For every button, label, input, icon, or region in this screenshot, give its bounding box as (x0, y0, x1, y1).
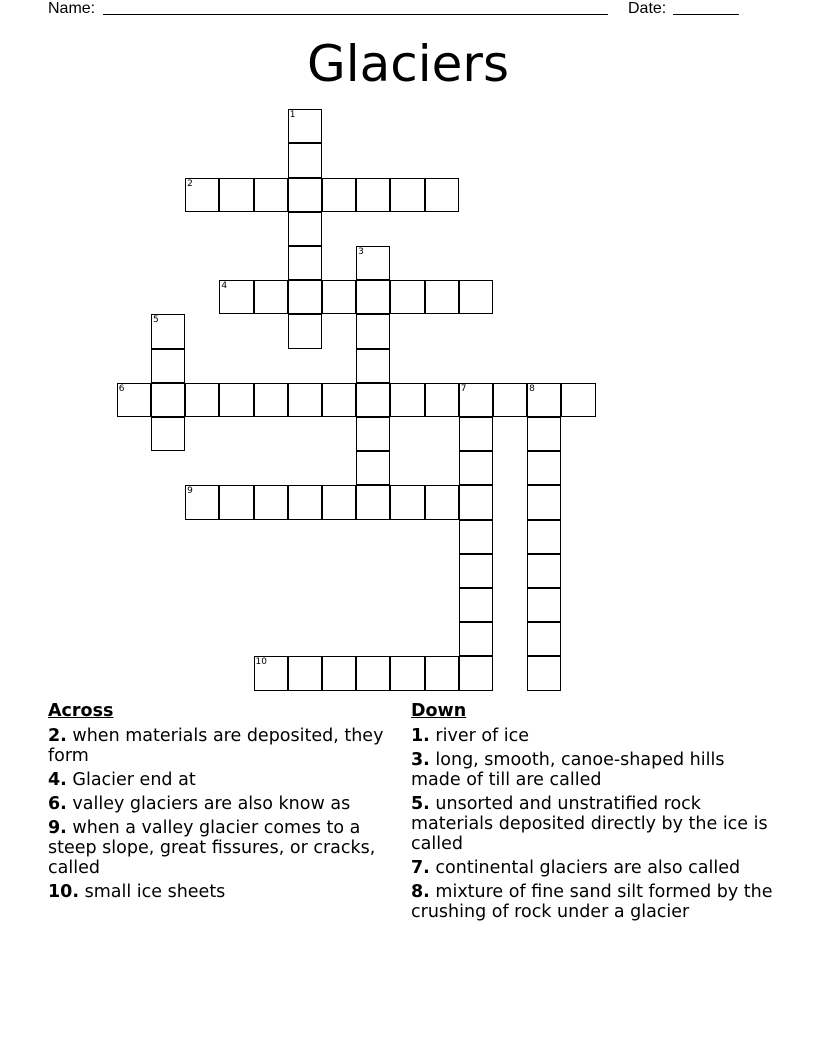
clue-text: when materials are deposited, they form (48, 726, 384, 766)
clue-number: 10. (48, 882, 80, 902)
crossword-cell[interactable] (356, 485, 390, 519)
crossword-cell[interactable] (425, 656, 459, 690)
across-heading: Across (48, 701, 114, 721)
clue-text: mixture of fine sand silt formed by the crushing of rock under a glacier (411, 882, 773, 922)
crossword-cell[interactable] (151, 349, 185, 383)
crossword-cell[interactable] (425, 178, 459, 212)
across-clues (48, 700, 398, 906)
clue-across-6 (48, 794, 398, 814)
clue-number: 7. (411, 858, 430, 878)
crossword-cell[interactable] (459, 656, 493, 690)
clue-text: small ice sheets (84, 882, 226, 902)
clue-number: 2. (48, 726, 67, 746)
clue-number-label: 5 (152, 315, 159, 326)
down-clues (411, 700, 776, 926)
crossword-cell[interactable] (356, 417, 390, 451)
crossword-cell[interactable] (288, 280, 322, 314)
clue-text: continental glaciers are also called (435, 858, 741, 878)
crossword-cell[interactable] (288, 109, 322, 143)
crossword-cell[interactable] (322, 280, 356, 314)
crossword-cell[interactable] (527, 622, 561, 656)
clue-number: 3. (411, 750, 430, 770)
crossword-cell[interactable] (527, 656, 561, 690)
crossword-cell[interactable] (425, 383, 459, 417)
crossword-cell[interactable] (219, 280, 253, 314)
crossword-cell[interactable] (219, 485, 253, 519)
crossword-cell[interactable] (425, 280, 459, 314)
clue-text: valley glaciers are also know as (72, 794, 351, 814)
crossword-cell[interactable] (527, 520, 561, 554)
clue-down-1 (411, 726, 776, 746)
crossword-cell[interactable] (459, 588, 493, 622)
crossword-cell[interactable] (288, 656, 322, 690)
crossword-cell[interactable] (390, 178, 424, 212)
crossword-cell[interactable] (288, 383, 322, 417)
clue-down-3 (411, 750, 776, 790)
clue-number-label: 2 (187, 178, 193, 189)
clue-across-10 (48, 882, 398, 902)
clue-text: Glacier end at (72, 770, 196, 790)
date-label: Date: (628, 0, 667, 17)
crossword-cell[interactable] (288, 212, 322, 246)
clue-number-label: 1 (289, 110, 296, 121)
crossword-cell[interactable] (459, 383, 493, 417)
crossword-cell[interactable] (322, 656, 356, 690)
crossword-cell[interactable] (185, 485, 219, 519)
crossword-cell[interactable] (459, 554, 493, 588)
crossword-cell[interactable] (561, 383, 595, 417)
clue-number: 5. (411, 794, 430, 814)
crossword-cell[interactable] (390, 656, 424, 690)
clue-down-5 (411, 794, 776, 854)
crossword-cell[interactable] (322, 383, 356, 417)
crossword-cell[interactable] (322, 178, 356, 212)
clue-text: unsorted and unstratified rock materials deposited directly by the ice is called (411, 794, 768, 854)
crossword-cell[interactable] (459, 417, 493, 451)
crossword-cell[interactable] (390, 383, 424, 417)
crossword-cell[interactable] (185, 383, 219, 417)
crossword-cell[interactable] (254, 656, 288, 690)
clue-across-4 (48, 770, 398, 790)
clue-down-7 (411, 858, 776, 878)
clue-across-2 (48, 726, 398, 766)
crossword-cell[interactable] (356, 451, 390, 485)
crossword-cell[interactable] (390, 485, 424, 519)
clue-number-label: 3 (358, 247, 364, 258)
crossword-cell[interactable] (151, 314, 185, 348)
crossword-cell[interactable] (527, 417, 561, 451)
crossword-cell[interactable] (219, 383, 253, 417)
crossword-cell[interactable] (288, 314, 322, 348)
clue-number-label: 6 (118, 383, 125, 394)
clue-number-label: 7 (460, 383, 467, 394)
clue-text: river of ice (435, 726, 530, 746)
crossword-cell[interactable] (219, 178, 253, 212)
puzzle-title: Glaciers (306, 35, 510, 93)
crossword-cell[interactable] (288, 485, 322, 519)
crossword-cell[interactable] (527, 588, 561, 622)
crossword-cell[interactable] (459, 280, 493, 314)
clue-text: when a valley glacier comes to a steep slope, great fissures, or cracks, called (48, 818, 376, 878)
crossword-cell[interactable] (288, 143, 322, 177)
clue-number: 9. (48, 818, 67, 838)
crossword-cell[interactable] (117, 383, 151, 417)
crossword-cell[interactable] (356, 383, 390, 417)
crossword-cell[interactable] (356, 178, 390, 212)
crossword-cell[interactable] (493, 383, 527, 417)
clue-across-9 (48, 818, 398, 878)
crossword-cell[interactable] (356, 246, 390, 280)
crossword-cell[interactable] (254, 383, 288, 417)
crossword-cell[interactable] (356, 656, 390, 690)
clue-down-8 (411, 882, 776, 922)
clue-number-label: 10 (255, 657, 267, 668)
name-label: Name: (48, 0, 96, 17)
crossword-cell[interactable] (390, 280, 424, 314)
crossword-cell[interactable] (254, 485, 288, 519)
crossword-cell[interactable] (288, 178, 322, 212)
crossword-cell[interactable] (459, 485, 493, 519)
clue-number: 4. (48, 770, 67, 790)
clue-number: 8. (411, 882, 430, 902)
crossword-cell[interactable] (151, 417, 185, 451)
crossword-cell[interactable] (254, 178, 288, 212)
clue-number-label: 4 (221, 281, 228, 292)
clue-number: 6. (48, 794, 67, 814)
crossword-cell[interactable] (527, 383, 561, 417)
clue-number: 1. (411, 726, 430, 746)
clue-number-label: 9 (187, 486, 193, 497)
crossword-cell[interactable] (459, 451, 493, 485)
crossword-cell[interactable] (288, 246, 322, 280)
crossword-cell[interactable] (459, 520, 493, 554)
clue-text: long, smooth, canoe-shaped hills made of till are called (411, 750, 725, 790)
crossword-cell[interactable] (151, 383, 185, 417)
crossword-cell[interactable] (459, 622, 493, 656)
crossword-cell[interactable] (527, 451, 561, 485)
crossword-cell[interactable] (356, 280, 390, 314)
crossword-cell[interactable] (527, 554, 561, 588)
crossword-cell[interactable] (356, 314, 390, 348)
crossword-cell[interactable] (527, 485, 561, 519)
crossword-cell[interactable] (185, 178, 219, 212)
down-heading: Down (411, 701, 467, 721)
crossword-cell[interactable] (322, 485, 356, 519)
crossword-cell[interactable] (254, 280, 288, 314)
crossword-cell[interactable] (425, 485, 459, 519)
crossword-cell[interactable] (356, 349, 390, 383)
clue-number-label: 8 (529, 383, 535, 394)
